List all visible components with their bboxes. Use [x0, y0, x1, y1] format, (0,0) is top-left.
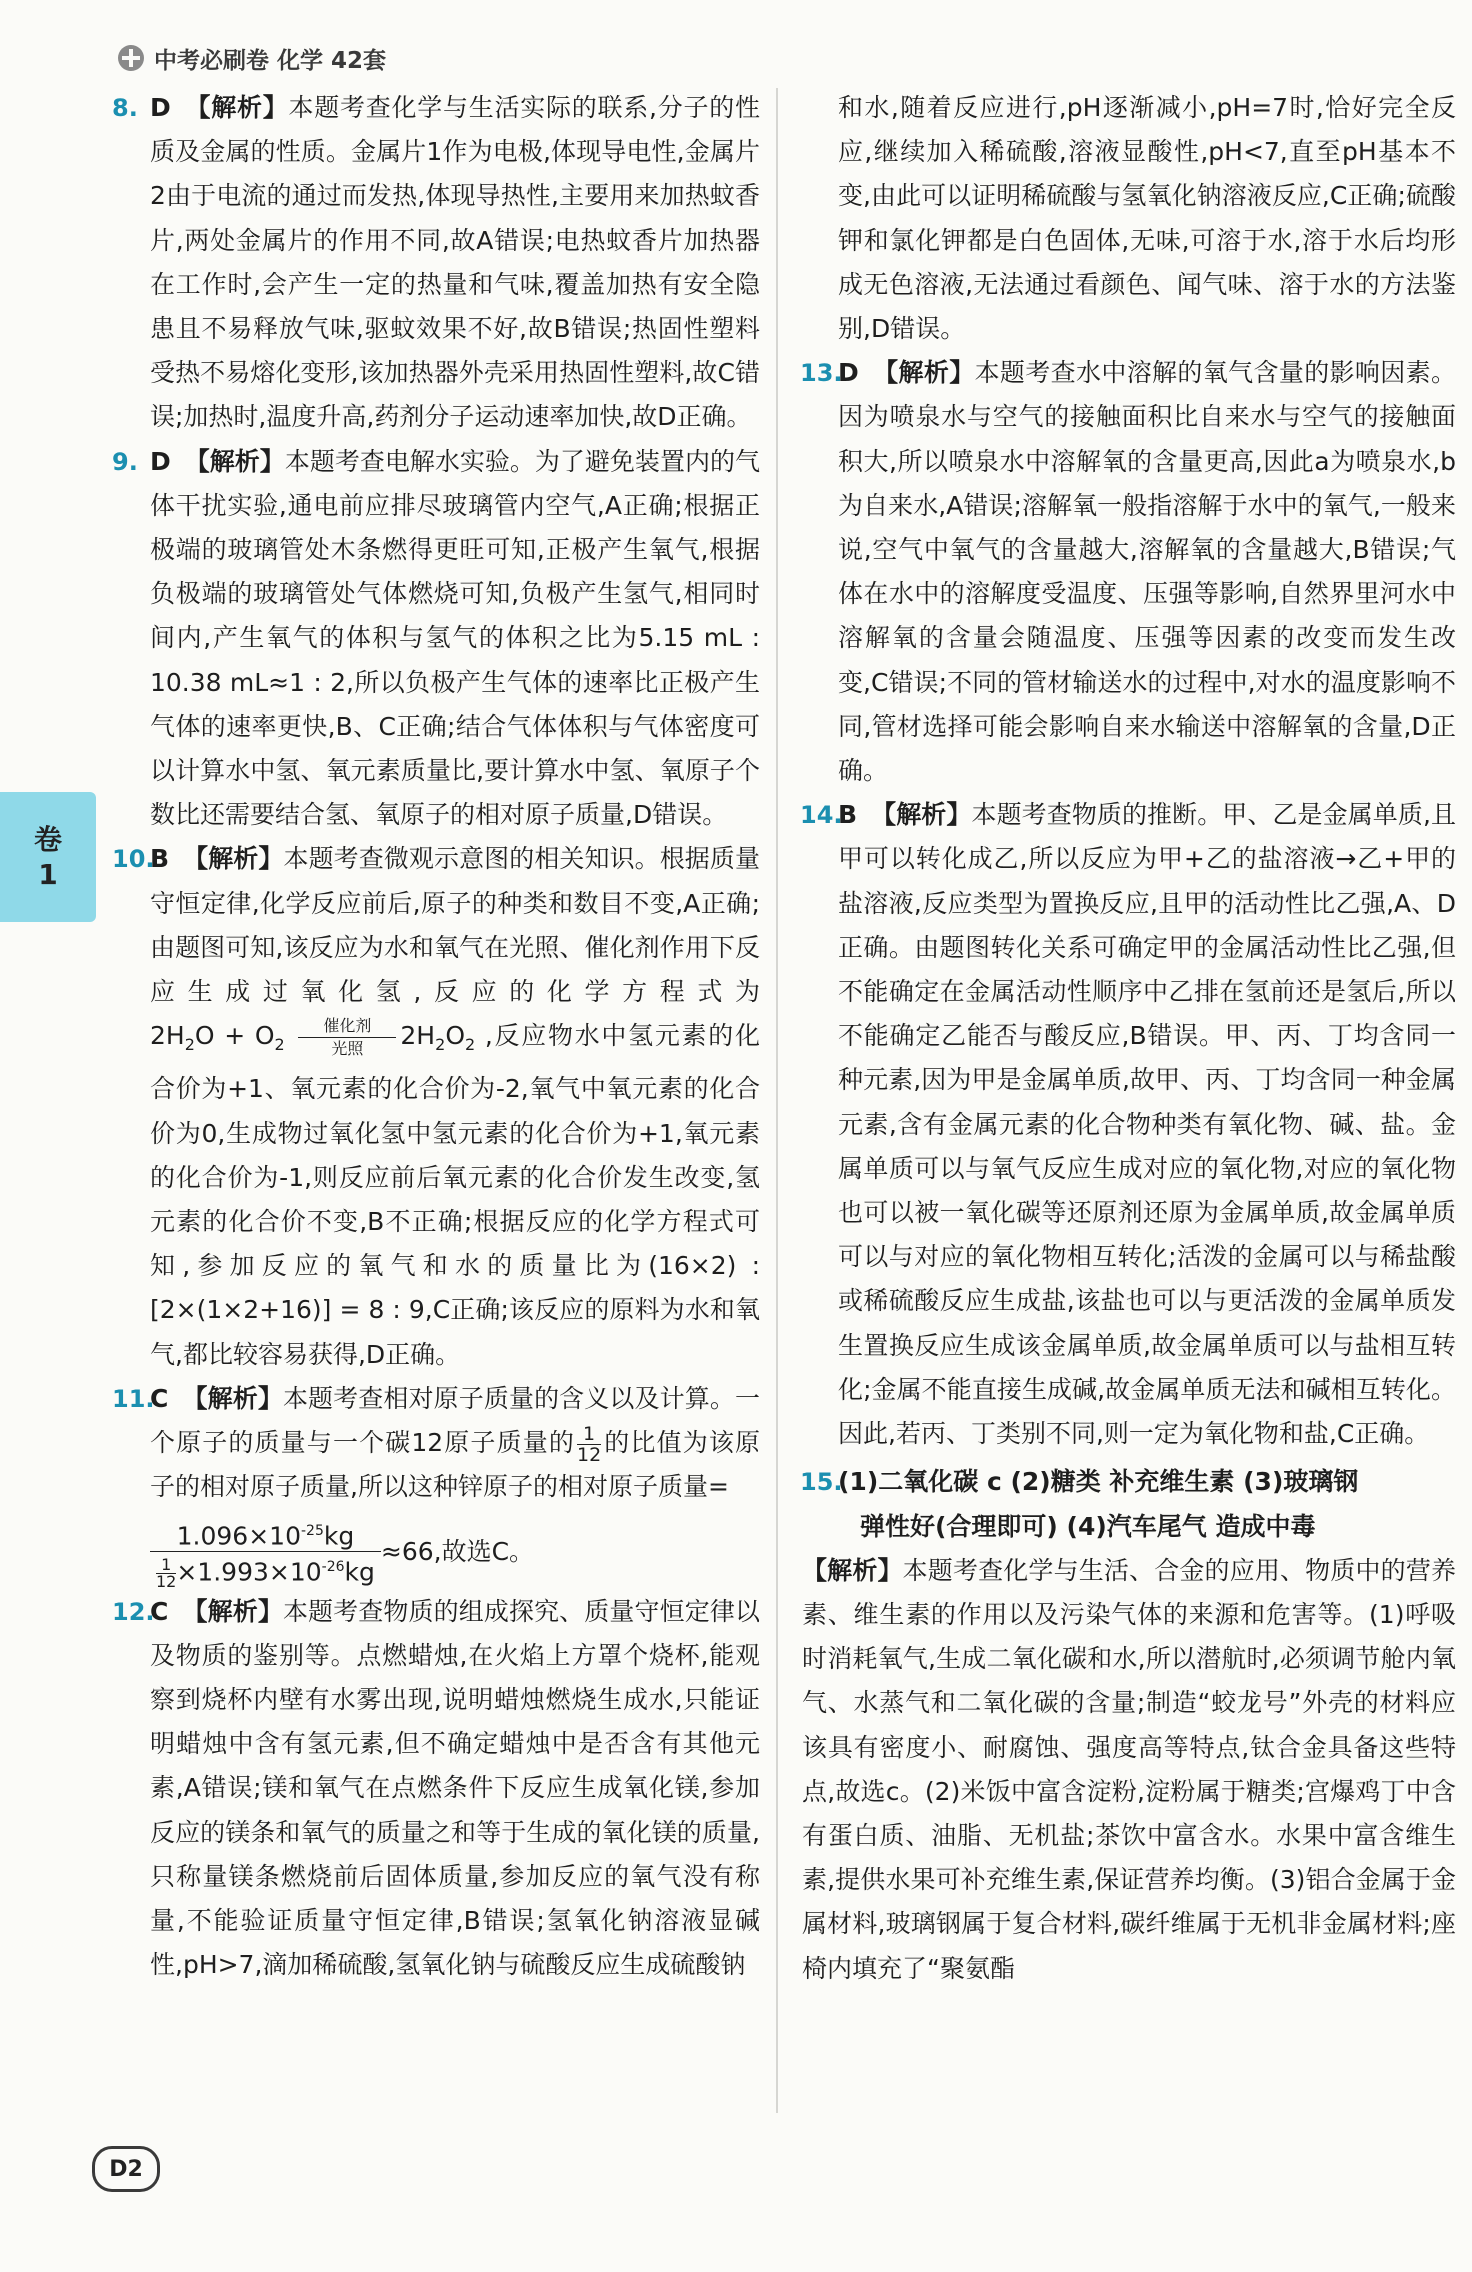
fraction-numerator: 1 — [577, 1424, 601, 1445]
analysis-text: 本题考查物质的组成探究、质量守恒定律以及物质的鉴别等。点燃蜡烛,在火焰上方罩个烧杯,能观察到烧杯内壁有水雾出现,说明蜡烛燃烧生成水,只能证明蜡烛中含有氢元素,但不确定蜡烛中是否含有其他元素,A错误;镁和氧气在点燃条件下反应生成氧化镁,参加反应的镁条和氧气的质量之和等于生成的氧化镁的质量,只称量镁条燃烧前后固体质量,参加反应的氧气没有称量,不能验证质量守恒定律,B错误;氢氧化钠溶液显碱性,pH>7,滴加稀硫酸,氢氧化钠与硫酸反应生成硫酸钠 — [150, 1596, 760, 1980]
calc-den-fraction — [156, 1554, 177, 1591]
item-answer: C — [150, 1596, 169, 1626]
calc-fraction — [150, 1516, 381, 1590]
analysis-text-a: 本题考查相对原子质量的含义以及计算。一个原子的质量与一个碳12原子质量的 — [150, 1383, 760, 1458]
analysis-tag: 【解析】 — [872, 358, 975, 388]
side-tab-label: 卷 — [33, 823, 62, 856]
analysis-text: 本题考查化学与生活实际的联系,分子的性质及金属的性质。金属片1作为电极,体现导电性,金属片2由于电流的通过而发热,体现导热性,主要用来加热蚊香片,两处金属片的作用不同,故A错误;电热蚊香片加热器在工作时,会产生一定的热量和气味,覆盖加热有安全隐患且不易释放气味,驱蚊效果不好,故B错误;热固性塑料受热不易熔化变形,该加热器外壳采用热固性塑料,故C错误;加热时,温度升高,药剂分子运动速率加快,故D正确。 — [150, 93, 760, 432]
item-number: 14. — [800, 801, 843, 830]
column-divider — [776, 88, 778, 2113]
chemical-equation — [150, 1015, 485, 1058]
reaction-condition-bottom: 光照 — [331, 1038, 364, 1058]
calc-num-unit: kg — [323, 1520, 355, 1550]
item-number: 12. — [112, 1597, 155, 1626]
answer-item-12-continued — [802, 86, 1456, 351]
calc-den-unit: kg — [344, 1557, 375, 1587]
eq-subscript: 2 — [435, 1035, 446, 1055]
analysis-tag: 【解析】 — [182, 1383, 283, 1413]
eq-right-part-1: 2H — [400, 1021, 436, 1051]
side-tab-number: 1 — [38, 858, 58, 891]
item-number: 13. — [800, 359, 843, 388]
answer-item-15 — [802, 1460, 1456, 1548]
item-number: 15. — [800, 1468, 843, 1497]
relative-mass-calculation — [150, 1516, 760, 1590]
eq-left-part-1: 2H — [150, 1021, 185, 1051]
item-answer: D — [150, 93, 171, 122]
item-number: 10. — [112, 845, 155, 874]
analysis-tag: 【解析】 — [871, 800, 972, 830]
answer-item-13 — [802, 351, 1456, 793]
calc-result: ≈66,故选C。 — [380, 1536, 535, 1566]
answer-item-14 — [802, 793, 1456, 1456]
calc-num-exponent: -25 — [300, 1522, 324, 1539]
item-answer: B — [838, 800, 858, 830]
calc-num-value: 1.096×10 — [176, 1520, 301, 1550]
page-number-badge — [92, 2146, 160, 2192]
analysis-text-b: 的比值为该原子的相对原子质量,所以这种锌原子的相对原子质量= — [150, 1428, 760, 1502]
eq-left-part-2: O + O — [194, 1021, 275, 1051]
calc-den-frac-den: 12 — [156, 1571, 177, 1591]
eq-subscript: 2 — [274, 1035, 285, 1055]
analysis-text: 本题考查电解水实验。为了避免装置内的气体干扰实验,通电前应排尽玻璃管内空气,A正确;根据正极端的玻璃管处木条燃得更旺可知,正极产生氧气,根据负极端的玻璃管处气体燃烧可知,负极产生氢气,相同时间内,产生氧气的体积与氢气的体积之比为5.15 mL : 10.38 mL≈1 : 2,所以负极产生气体的速率比正极产生气体的速率更快,B、C正确;结合气体体积与气体密度可以计算水中氢、氧元素质量比,要计算水中氢、氧原子个数比还需要结合氢、氧原子的相对原子质量,D错误。 — [150, 446, 760, 830]
analysis-text-a: 本题考查微观示意图的相关知识。根据质量守恒定律,化学反应前后,原子的种类和数目不变,A正确;由题图可知,该反应为水和氧气在光照、催化剂作用下反应生成过氧化氢,反应的化学方程式为 — [150, 844, 760, 1007]
item-number: 8. — [112, 94, 138, 122]
item-answer: B — [150, 844, 170, 874]
analysis-tag: 【解析】 — [802, 1555, 903, 1585]
continued-text: 和水,随着反应进行,pH逐渐减小,pH=7时,恰好完全反应,继续加入稀硫酸,溶液显酸性,pH<7,直至pH基本不变,由此可以证明稀硫酸与氢氧化钠溶液反应,C正确;硫酸钾和氯化钾都是白色固体,无味,可溶于水,溶于水后均形成无色溶液,无法通过看颜色、闻气味、溶于水的方法鉴别,D错误。 — [838, 93, 1456, 344]
calc-denominator — [150, 1552, 381, 1590]
analysis-text-b: ,反应物水中氢元素的化合价为+1、氧元素的化合价为-2,氧气中氧元素的化合价为0,生成物过氧化氢中氢元素的化合价为+1,氧元素的化合价为-1,则反应前后氧元素的化合价发生改变,氢元素的化合价不变,B不正确;根据反应的化学方程式可知,参加反应的氧气和水的质量比为(16×2) : [2×(1×2+16)] = 8 : 9,C正确;该反应的原料为水和氧气,都比较容易获得,D正确。 — [150, 1021, 760, 1369]
eq-right-part-2: O — [445, 1021, 465, 1051]
analysis-text: 本题考查水中溶解的氧气含量的影响因素。因为喷泉水与空气的接触面积比自来水与空气的接触面积大,所以喷泉水中溶解氧的含量更高,因此a为喷泉水,b为自来水,A错误;溶解氧一般指溶解于水中的氧气,一般来说,空气中氧气的含量越大,溶解氧的含量越大,B错误;气体在水中的溶解度受温度、压强等影响,自然界里河水中溶解氧的含量会随温度、压强等因素的改变而发生改变,C错误;不同的管材输送水的过程中,对水的温度影响不同,管材选择可能会影响自来水输送中溶解氧的含量,D正确。 — [838, 358, 1456, 786]
item-answer: D — [838, 358, 859, 388]
answer-item-11 — [114, 1377, 760, 1590]
page-header — [118, 38, 386, 78]
analysis-tag: 【解析】 — [182, 1596, 283, 1626]
analysis-text: 本题考查物质的推断。甲、乙是金属单质,且甲可以转化成乙,所以反应为甲+乙的盐溶液→乙+甲的盐溶液,反应类型为置换反应,且甲的活动性比乙强,A、D正确。由题图转化关系可确定甲的金属活动性比乙强,但不能确定在金属活动性顺序中乙排在氢前还是氢后,所以不能确定乙能否与酸反应,B错误。甲、丙、丁均含同一种元素,因为甲是金属单质,故甲、丙、丁均含同一种金属元素,含有金属元素的化合物种类有氧化物、碱、盐。金属单质可以与氧气反应生成对应的氧化物,对应的氧化物也可以被一氧化碳等还原剂还原为金属单质,故金属单质可以与对应的氧化物相互转化;活泼的金属可以与稀盐酸或稀硫酸反应生成盐,该盐也可以与更活泼的金属单质发生置换反应生成该金属单质,故金属单质可以与盐相互转化;金属不能直接生成碱,故金属单质无法和碱相互转化。因此,若丙、丁类别不同,则一定为氧化物和盐,C正确。 — [838, 800, 1456, 1449]
item-number: 11. — [112, 1384, 155, 1413]
item-answer: D — [150, 446, 171, 476]
answer-item-8 — [114, 86, 760, 440]
analysis-tag: 【解析】 — [183, 844, 284, 874]
answer-item-15-analysis — [802, 1549, 1456, 1991]
reaction-arrow — [298, 1017, 396, 1058]
calc-numerator — [150, 1516, 381, 1552]
fraction-one-twelfth — [577, 1424, 601, 1465]
left-column — [114, 86, 760, 1987]
header-title: 中考必刷卷 化学 42套 — [154, 47, 387, 74]
right-column — [802, 86, 1456, 1991]
fraction-denominator: 12 — [576, 1443, 602, 1466]
eq-subscript: 2 — [465, 1035, 476, 1055]
analysis-text: 本题考查化学与生活、合金的应用、物质中的营养素、维生素的作用以及污染气体的来源和危害等。(1)呼吸时消耗氧气,生成二氧化碳和水,所以潜航时,必须调节舱内氧气、水蒸气和二氧化碳的含量;制造“蛟龙号”外壳的材料应该具有密度小、耐腐蚀、强度高等特点,钛合金具备这些特点,故选c。(2)米饭中富含淀粉,淀粉属于糖类;宫爆鸡丁中含有蛋白质、油脂、无机盐;茶饮中富含水。水果中富含维生素,提供水果可补充维生素,保证营养均衡。(3)铝合金属于金属材料,玻璃钢属于复合材料,碳纤维属于无机非金属材料;座椅内填充了“聚氨酯 — [802, 1555, 1456, 1983]
eq-subscript: 2 — [184, 1035, 195, 1055]
book-logo-icon — [118, 45, 144, 71]
calc-den-value: ×1.993×10 — [176, 1557, 322, 1587]
answer-line-1: (1)二氧化碳 c (2)糖类 补充维生素 (3)玻璃钢 — [838, 1467, 1359, 1497]
answer-item-10 — [114, 837, 760, 1376]
analysis-tag: 【解析】 — [184, 93, 289, 122]
item-answer: C — [150, 1383, 169, 1413]
calc-den-exponent: -26 — [321, 1558, 345, 1575]
reaction-condition-top: 催化剂 — [298, 1017, 396, 1038]
item-number: 9. — [112, 447, 138, 476]
volume-side-tab — [0, 792, 96, 922]
analysis-tag: 【解析】 — [184, 446, 285, 476]
answer-item-9 — [114, 440, 760, 838]
answer-item-12 — [114, 1590, 760, 1988]
answer-line-2: 弹性好(合理即可) (4)汽车尾气 造成中毒 — [860, 1511, 1316, 1541]
page-number: D2 — [109, 2156, 143, 2182]
calc-den-frac-num: 1 — [156, 1557, 176, 1574]
